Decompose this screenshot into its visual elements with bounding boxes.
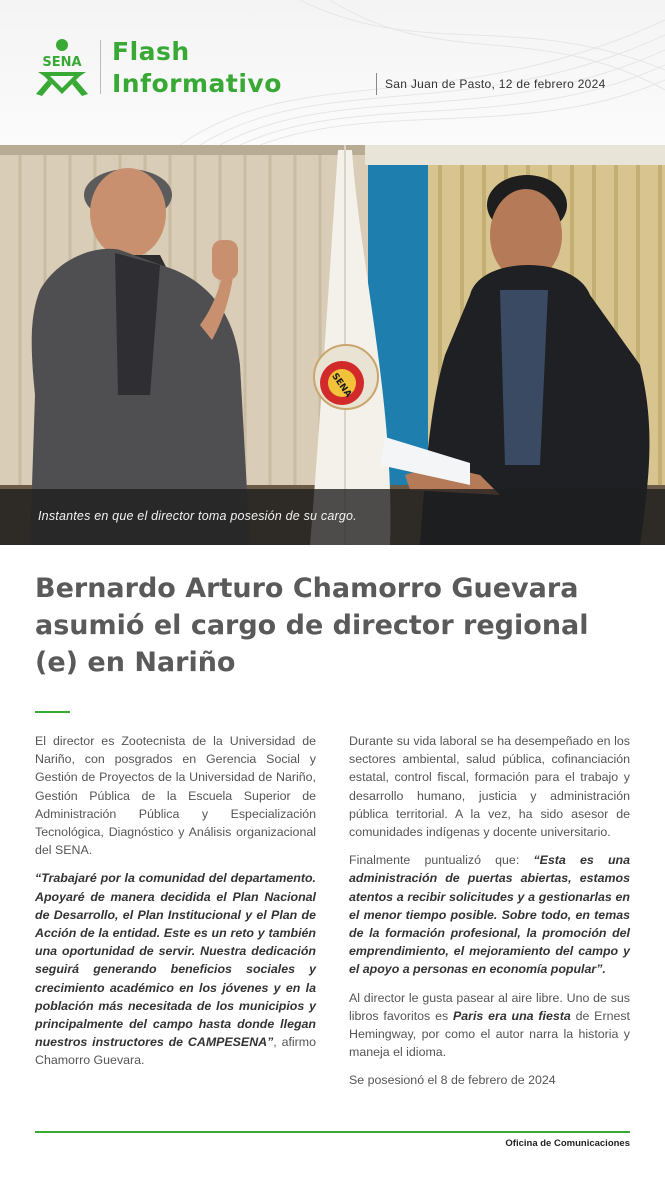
article-column-left [35, 732, 316, 1080]
article-column-right [349, 732, 630, 1100]
headline-accent-line [35, 711, 70, 713]
footer-office-name: Oficina de Comunicaciones [505, 1138, 630, 1149]
inauguration-date-paragraph: Se posesionó el 8 de febrero de 2024 [349, 1073, 556, 1088]
career-paragraph: Durante su vida laboral se ha desempeñado en los sectores ambiental, salud pública, cofinanciación estatal, control fiscal, formación para el trabajo y desarrollo humano, justicia y administración pública territorial. A la vez, ha sido asesor de comunidades indígenas y docente universitario. [349, 734, 630, 840]
title-line-2: Informativo [112, 69, 282, 98]
closing-quote-lead: Finalmente puntualizó que: [349, 853, 534, 868]
hobbies-text-a: Al director le gusta pasear al aire libre. Uno de sus libros favoritos es [349, 990, 630, 1023]
header-divider [100, 40, 101, 94]
flash-informativo-title [112, 36, 282, 100]
logo-text: SENA [42, 55, 82, 70]
issue-date: San Juan de Pasto, 12 de febrero 2024 [376, 73, 606, 95]
bio-paragraph: El director es Zootecnista de la Universidad de Nariño, con posgrados en Gerencia Social y Gestión de Proyectos de la Universidad de Nariño, Gestión Pública de la Escuela Superior de Administración Pública y Especialización Tecnológica, Diagnóstico y Análisis organizacional del SENA. [35, 734, 316, 858]
quote-attribution: , afirmo Chamorro Guevara. [35, 1035, 317, 1068]
closing-quote-paragraph [349, 851, 630, 978]
closing-quote: “Esta es una administración de puertas abiertas, estamos atentos a recibir solicitudes y a gestionarlas en el menor tiempo posible. Sobre todo, en temas de la formación profesional, la promoción del emprendimiento, el mejoramiento del campo y el apoyo a personas en economía popular”. [349, 853, 630, 977]
director-quote-paragraph [35, 869, 316, 1069]
footer-divider [35, 1131, 630, 1133]
flag-emblem-text: SENA [329, 371, 354, 400]
director-quote: “Trabajaré por la comunidad del departamento. Apoyaré de manera decidida el Plan Nacional de Desarrollo, el Plan Institucional y el Plan de Acción de la entidad. Este es un reto y también una oportunidad de servir. Nuestra dedicación seguirá generando beneficios sociales y crecimiento académico en los jóvenes y en la población más necesitada de los municipios y principalmente del campo hasta donde llegan nuestros instructores de CAMPESENA” [35, 871, 316, 1050]
title-line-1: Flash [112, 37, 190, 66]
favorite-book-title: Paris era una fiesta [452, 1008, 571, 1023]
hobbies-paragraph [349, 989, 630, 1062]
sena-logo [34, 38, 90, 96]
ceremony-photo [0, 145, 665, 545]
photo-illustration [0, 145, 665, 545]
article-headline: Bernardo Arturo Chamorro Guevara asumió el cargo de director regional (e) en Nariño [35, 573, 589, 678]
hobbies-text-b: de Ernest Hemingway, por como el autor narra la historia y maneja el idioma. [349, 1008, 630, 1060]
photo-caption: Instantes en que el director toma posesión de su cargo. [38, 509, 357, 523]
header-band [0, 0, 665, 145]
